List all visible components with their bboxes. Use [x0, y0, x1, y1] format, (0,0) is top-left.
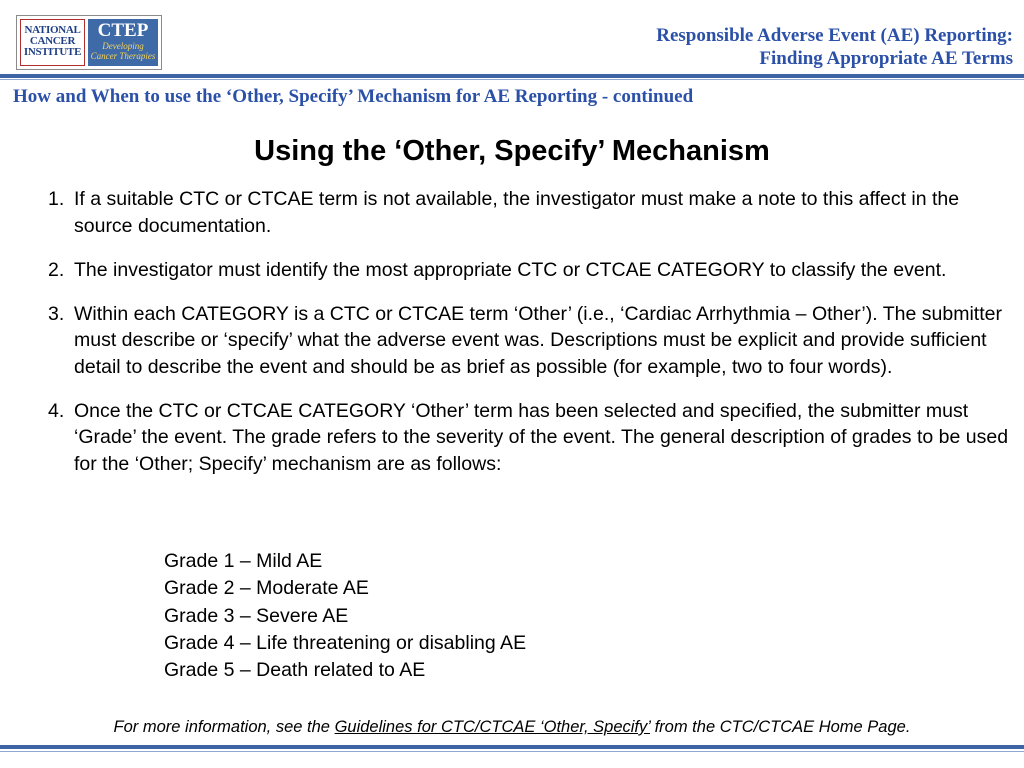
grade-list: [164, 548, 526, 684]
nci-logo-line: INSTITUTE: [23, 46, 82, 58]
list-item: [48, 186, 1020, 239]
grade-item: Grade 5 – Death related to AE: [164, 659, 426, 682]
logo: [16, 15, 162, 70]
list-item-text: Within each CATEGORY is a CTC or CTCAE term ‘Other’ (i.e., ‘Cardiac Arrhythmia – Other’). The submitter must describe or ‘specify’ what the adverse event was. Descriptions must be explicit and provide sufficient detail to describe the event and should be as brief as possible (for example, two to four words).: [74, 302, 1002, 378]
nci-logo-line: CANCER: [29, 35, 76, 47]
list-item-text: If a suitable CTC or CTCAE term is not available, the investigator must make a note to this affect in the source documentation.: [74, 188, 960, 237]
header-divider: [0, 74, 1024, 78]
numbered-list: [48, 186, 1020, 495]
ctep-logo: [88, 19, 158, 66]
page-title: Using the ‘Other, Specify’ Mechanism: [254, 135, 770, 167]
header-title-line2: Finding Appropriate AE Terms: [759, 48, 1013, 69]
list-item: [48, 301, 1020, 381]
nci-logo-line: NATIONAL: [24, 24, 81, 36]
ctep-logo-tagline: Developing: [102, 41, 144, 51]
footer-prefix: For more information, see the: [113, 718, 335, 736]
ctep-logo-tagline: Cancer Therapies: [90, 51, 156, 61]
header-divider-thin: [0, 79, 1024, 80]
grade-item: Grade 3 – Severe AE: [164, 604, 349, 627]
grade-item: Grade 2 – Moderate AE: [164, 577, 369, 600]
list-item-text: Once the CTC or CTCAE CATEGORY ‘Other’ term has been selected and specified, the submitter must ‘Grade’ the event. The grade refers to the severity of the event. The general description of grades to be used for the ‘Other; Specify’ mechanism are as follows:: [74, 399, 1009, 475]
grade-item: Grade 1 – Mild AE: [164, 550, 323, 572]
list-item-text: The investigator must identify the most appropriate CTC or CTCAE CATEGORY to classify the event.: [74, 258, 947, 281]
list-item-number: 2.: [48, 258, 65, 281]
list-item-number: 4.: [48, 399, 65, 422]
nci-logo: [20, 19, 85, 66]
section-subtitle: How and When to use the ‘Other, Specify’ Mechanism for AE Reporting - continued: [13, 86, 694, 107]
list-item: [48, 257, 1020, 284]
list-item-number: 3.: [48, 302, 65, 325]
list-item: [48, 398, 1020, 478]
list-item-number: 1.: [48, 188, 65, 210]
footer-divider: [0, 745, 1024, 749]
guidelines-link[interactable]: Guidelines for CTC/CTCAE ‘Other, Specify’: [334, 718, 651, 736]
footer-divider-thin: [0, 751, 1024, 752]
footer-note: [0, 717, 1024, 737]
grade-item: Grade 4 – Life threatening or disabling AE: [164, 631, 527, 654]
header-title: [656, 24, 1013, 70]
footer-suffix: from the CTC/CTCAE Home Page.: [650, 718, 911, 736]
header-title-line1: Responsible Adverse Event (AE) Reporting:: [656, 25, 1013, 46]
ctep-logo-name: CTEP: [97, 20, 149, 41]
